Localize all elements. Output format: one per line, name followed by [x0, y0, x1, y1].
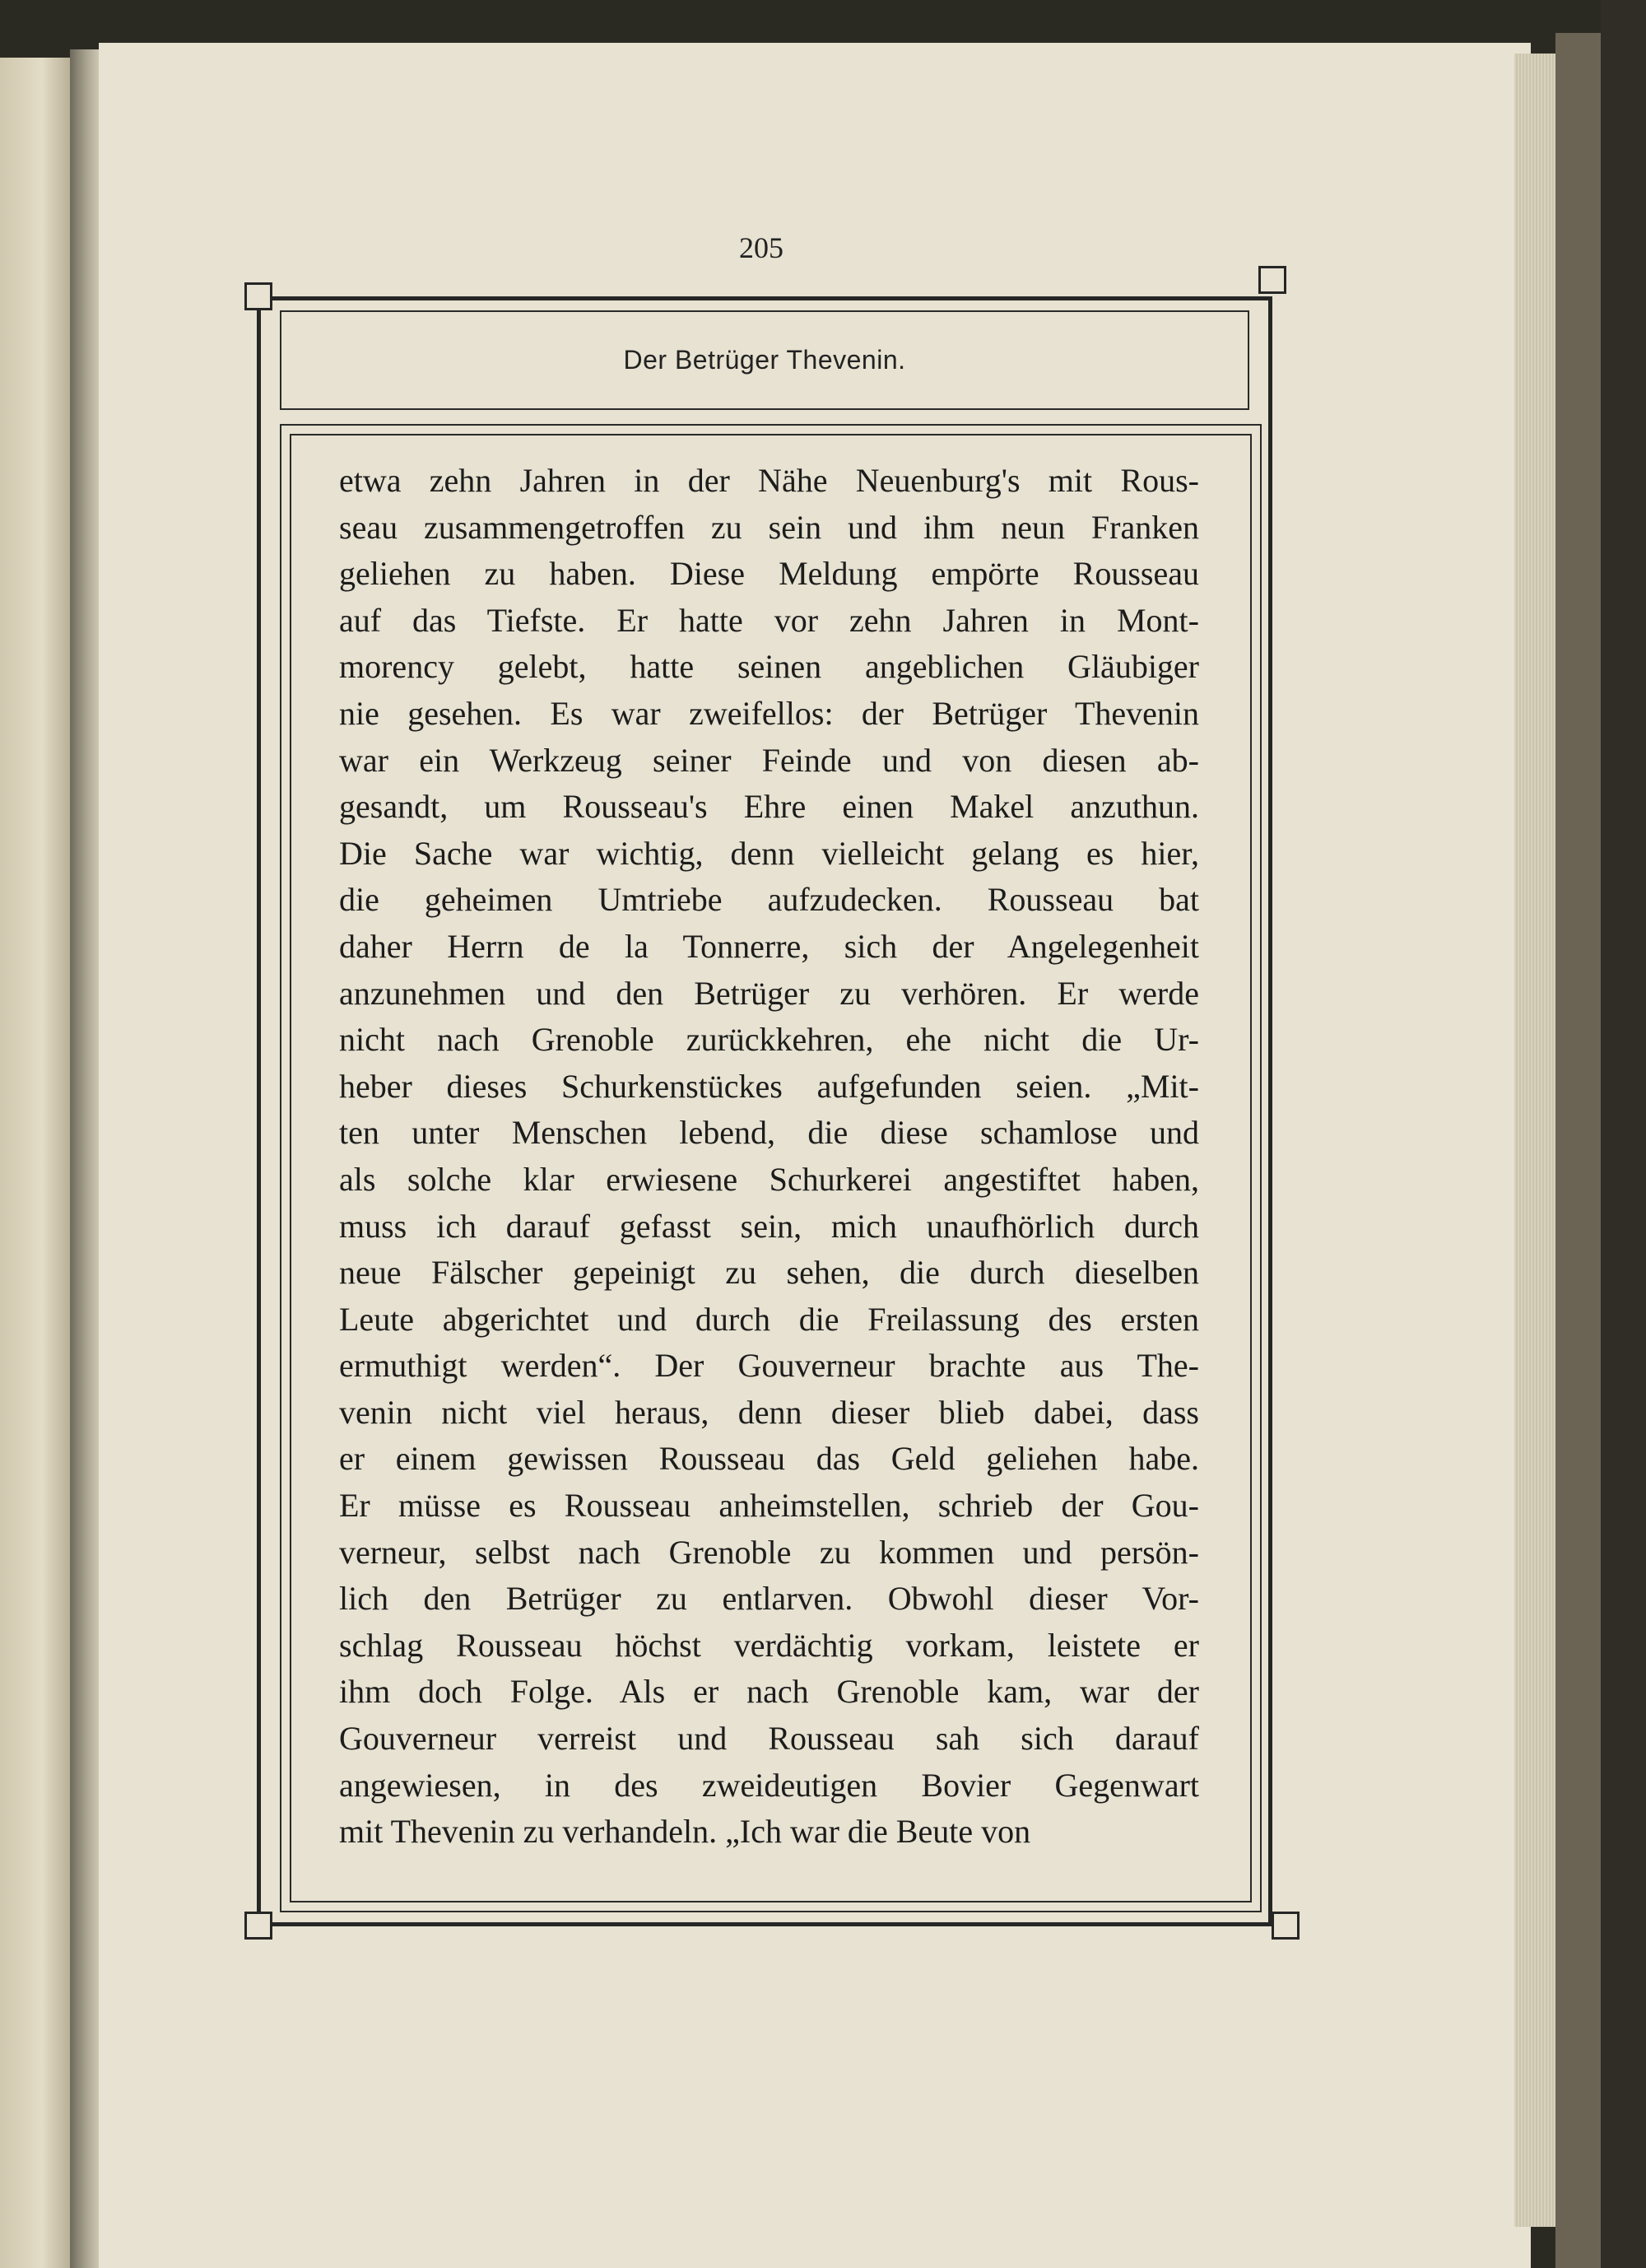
- text-line: Die Sache war wichtig, denn vielleicht gelang es hier,: [339, 834, 1199, 872]
- text-line: auf das Tiefste. Er hatte vor zehn Jahren in Mont-: [339, 601, 1199, 639]
- text-line: geliehen zu haben. Diese Meldung empörte Rousseau: [339, 555, 1199, 593]
- text-line: anzunehmen und den Betrüger zu verhören. Er werde: [339, 974, 1199, 1012]
- book-cover: [1601, 0, 1646, 2268]
- text-line: er einem gewissen Rousseau das Geld geliehen habe.: [339, 1440, 1199, 1478]
- text-line: nie gesehen. Es war zweifellos: der Betrüger Thevenin: [339, 694, 1199, 732]
- frame-corner-top-right: [1258, 266, 1286, 294]
- book-gutter: [70, 49, 103, 2268]
- text-line: schlag Rousseau höchst verdächtig vorkam, leistete er: [339, 1626, 1199, 1664]
- frame-corner-bottom-right: [1272, 1912, 1300, 1940]
- text-line: verneur, selbst nach Grenoble zu kommen und persön-: [339, 1533, 1199, 1571]
- text-line: lich den Betrüger zu entlarven. Obwohl dieser Vor-: [339, 1580, 1199, 1618]
- frame-corner-top-left: [244, 282, 272, 310]
- text-line: als solche klar erwiesene Schurkerei angestiftet haben,: [339, 1160, 1199, 1198]
- text-line: angewiesen, in des zweideutigen Bovier Gegenwart: [339, 1766, 1199, 1804]
- text-line: ermuthigt werden“. Der Gouverneur brachte aus The-: [339, 1347, 1199, 1385]
- text-line: war ein Werkzeug seiner Feinde und von diesen ab-: [339, 741, 1199, 779]
- running-header-box: [280, 310, 1249, 410]
- book-cover-board: [1555, 33, 1601, 2268]
- text-line: Leute abgerichtet und durch die Freilassung des ersten: [339, 1300, 1199, 1338]
- body-text: [339, 458, 1199, 1856]
- page-number: 205: [739, 231, 783, 264]
- text-line: nicht nach Grenoble zurückkehren, ehe nicht die Ur-: [339, 1021, 1199, 1059]
- left-page-edge: [0, 58, 70, 2268]
- text-line: Er müsse es Rousseau anheimstellen, schrieb der Gou-: [339, 1487, 1199, 1525]
- text-line: etwa zehn Jahren in der Nähe Neuenburg's mit Rous-: [339, 462, 1199, 499]
- text-line: morency gelebt, hatte seinen angeblichen Gläubiger: [339, 648, 1199, 686]
- text-line: heber dieses Schurkenstückes aufgefunden seien. „Mit-: [339, 1067, 1199, 1105]
- page-edges: [1514, 54, 1560, 2227]
- text-line: ihm doch Folge. Als er nach Grenoble kam, war der: [339, 1673, 1199, 1711]
- text-line: seau zusammengetroffen zu sein und ihm neun Franken: [339, 508, 1199, 546]
- text-line: venin nicht viel heraus, denn dieser blieb dabei, dass: [339, 1393, 1199, 1431]
- text-line: neue Fälscher gepeinigt zu sehen, die durch dieselben: [339, 1254, 1199, 1292]
- text-line: mit Thevenin zu verhandeln. „Ich war die Beute von: [339, 1813, 1031, 1851]
- text-line: daher Herrn de la Tonnerre, sich der Angelegenheit: [339, 927, 1199, 965]
- text-line: die geheimen Umtriebe aufzudecken. Rousseau bat: [339, 881, 1199, 919]
- text-line: Gouverneur verreist und Rousseau sah sich darauf: [339, 1720, 1199, 1758]
- text-line: muss ich darauf gefasst sein, mich unaufhörlich durch: [339, 1207, 1199, 1245]
- running-title: Der Betrüger Thevenin.: [623, 345, 906, 375]
- text-line: ten unter Menschen lebend, die diese schamlose und: [339, 1114, 1199, 1152]
- text-line: gesandt, um Rousseau's Ehre einen Makel anzuthun.: [339, 788, 1199, 826]
- frame-corner-bottom-left: [244, 1912, 272, 1940]
